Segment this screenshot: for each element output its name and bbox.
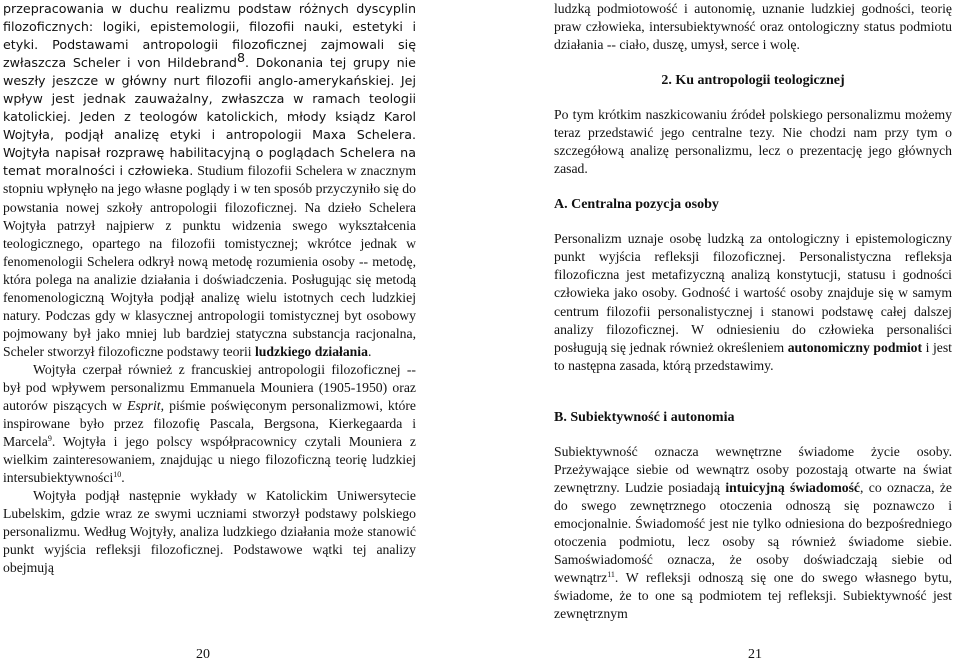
- left-page: [0, 0, 430, 665]
- serif-text: Studium filozofii Schelera w znacznym stopniu wpłynęło na jego własne poglądy i w ten sposób przyczyniło się do powstania nowej szkoły antropologii filozoficznej. Na dzieło Schelera Wojtyła patrzył najpierw z punktu widzenia swego wykształcenia teologicznego, opartego na filozofii tomistycznej; wkrótce jednak w fenomenologii Schelera odkrył nową metodę rozumienia osoby -- metodę, która polega na analizie działania i doświadczenia. Posługując się metodą fenomenologiczną Wojtyła podjął analizę wielu istotnych cech ludzkiej natury. Podczas gdy w klasycznej antropologii tomistycznej byt osobowy pojmowany był jako mniej lub bardziej statyczna substancja racjonalna, Scheler stworzył filozoficzne podstawy teorii: [3, 163, 416, 359]
- sans-text-b: . Dokonania tej grupy nie weszły jeszcze w główny nurt filozofii anglo-amerykańskiej. Jej wpływ jest jednak zauważalny, zwłaszcza w ramach teologii katolickiej. Jeden z teologów katolickich, młody ksiądz Karol Wojtyła, podjął analizę etyki i antropologii Maxa Schelera. Wojtyła napisał rozprawę habilitacyjną o poglądach Schelera na temat moralności i człowieka.: [3, 55, 416, 179]
- text-run: , co oznacza, że do swego zewnętrznego otoczenia odnoszą się poznawczo i emocjonalnie. Świadomość jest nie tylko odniesiona do bezpośredniego otoczenia podmiotu, lecz osoby są również świadome siebie. Samoświadomość oznacza, że osoby doświadczają siebie od wewnątrz: [554, 479, 952, 586]
- bold-term-intuitive-awareness: intuicyjną świadomość: [725, 479, 860, 495]
- left-paragraph-3: Wojtyła podjął następnie wykłady w Katolickim Uniwersytecie Lubelskim, gdzie wraz ze swymi uczniami stworzył podstawy polskiego personalizmu. Według Wojtyły, analiza ludzkiego działania może stanowić punkt wyjścia refleksji filozoficznej. Podstawowe wątki tej analizy obejmują: [3, 488, 416, 576]
- italic-title-esprit: Esprit: [127, 398, 161, 414]
- text-run: , piśmie poświęconym personalizmowi, które inspirowane było przez filozofię Pascala, Bergsona, Kierkegaarda i Marcela: [3, 398, 417, 450]
- text-run: Personalizm uznaje osobę ludzką za ontologiczny i epistemologiczny punkt wyjścia refleksji filozoficznej. Personalistyczna refleksja filozoficzna jest metafizyczną analizą konstytucji, statusu i godności człowieka jako osoby. Godność i wartość osoby znajduje się w samym centrum filozofii personalistycznej i stanowi podstawę całej dalszej analizy filozoficznej. W odniesieniu do człowieka personaliści posługują się jednak również określeniem: [554, 231, 952, 355]
- footnote-ref-9[interactable]: 9: [47, 434, 52, 444]
- text-run: .: [121, 470, 125, 486]
- subheading-b: B. Subiektywność i autonomia: [554, 409, 735, 425]
- page-number-right: 21: [748, 647, 762, 662]
- section-heading-2: 2. Ku antropologii teologicznej: [661, 73, 845, 89]
- text-run: i jest to następna zasada, którą przedstawimy.: [554, 339, 952, 373]
- text-run: . W refleksji odnoszą się one do swego własnego bytu, świadome, że to one są podmiotem tej refleksji. Subiektywność jest zewnętrznym: [554, 570, 952, 622]
- text-run: Wojtyła czerpał również z francuskiej antropologii filozoficznej -- był pod wpływem personalizmu Emmanuela Mouniera (1905-1950) oraz autorów piszących w: [3, 361, 416, 414]
- right-paragraph-3: [554, 230, 952, 374]
- footnote-ref-8[interactable]: 8: [236, 50, 246, 66]
- right-paragraph-4: [554, 443, 952, 623]
- sans-text-a: przepracowania w duchu realizmu podstaw różnych dyscyplin filozoficznych: logiki, epistemologii, filozofii nauki, estetyki i etyki. Podstawami antropologii filozoficznej zajmowali się zwłaszcza Scheler i von Hildebrand: [3, 1, 416, 71]
- right-page: [520, 0, 958, 665]
- right-paragraph-2: Po tym krótkim naszkicowaniu źródeł polskiego personalizmu możemy teraz przedstawić jego centralne tezy. Nie chodzi nam przy tym o szczegółową analizę personalizmu, lecz o prezentację jego głównych zasad.: [554, 107, 952, 177]
- subheading-a: A. Centralna pozycja osoby: [554, 197, 719, 213]
- left-paragraph-1: [3, 0, 416, 361]
- left-paragraph-2: [3, 361, 416, 487]
- bold-term-human-action: ludzkiego działania: [255, 343, 368, 359]
- bold-term-autonomous-subject: autonomiczny podmiot: [787, 339, 923, 355]
- paragraph-end: .: [367, 343, 372, 359]
- right-paragraph-1: ludzką podmiotowość i autonomię, uznanie ludzkiej godności, teorię praw człowieka, intersubiektywność oraz ontologiczny status podmiotu działania -- ciało, duszę, umysł, serce i wolę.: [554, 1, 952, 53]
- text-run: . Wojtyła i jego polscy współpracownicy czytali Mouniera z wielkim zainteresowaniem, znajdując u niego filozoficzną teorię ludzkiej intersubiektywności: [3, 434, 416, 486]
- text-run: Subiektywność oznacza wewnętrzne świadome życie osoby. Przeżywające siebie od wewnątrz osoby pozostają otwarte na świat zewnętrzny. Ludzie posiadają: [554, 443, 952, 495]
- page-number-left: 20: [196, 647, 210, 662]
- footnote-ref-11[interactable]: 11: [607, 570, 615, 580]
- footnote-ref-10[interactable]: 10: [113, 470, 122, 480]
